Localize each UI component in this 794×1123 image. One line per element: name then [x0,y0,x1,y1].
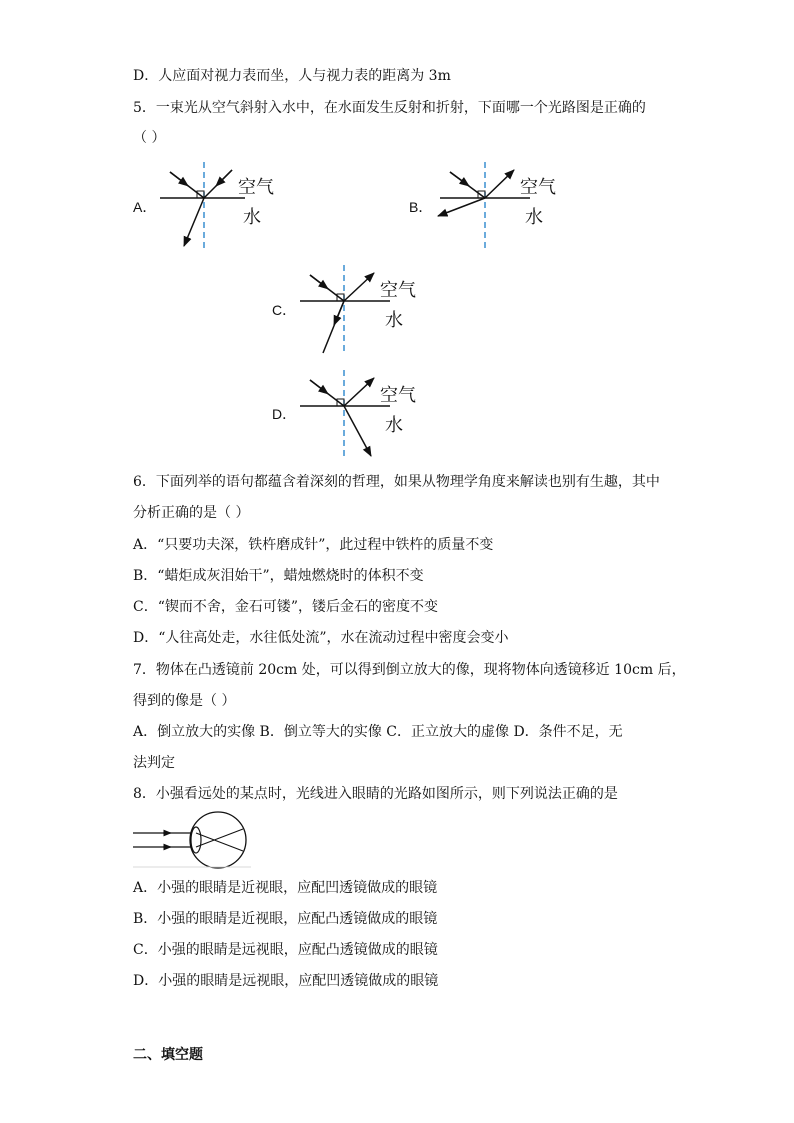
q6-option-b: B．“蜡炬成灰泪始干”，蜡烛燃烧时的体积不变 [133,568,424,584]
q5-stem-line2: （ ） [133,130,166,146]
air-label: 空气 [380,385,416,406]
q8-option-c: C．小强的眼睛是远视眼，应配凸透镜做成的眼镜 [133,942,438,958]
air-label: 空气 [380,280,416,301]
refracted-ray [344,406,371,456]
reflected-ray [485,170,514,198]
incident-arrow [450,172,469,186]
q7-stem-line1: 7．物体在凸透镜前 20cm 处，可以得到倒立放大的像，现将物体向透镜移近 10cm 后， [133,662,686,678]
q5-option-c-label: C． [272,302,297,318]
q8-option-d: D．小强的眼睛是远视眼，应配凹透镜做成的眼镜 [133,973,439,989]
refracted-arrow [334,301,344,325]
reflected-ray [344,378,374,406]
q8-option-a: A．小强的眼睛是近视眼，应配凹透镜做成的眼镜 [133,880,438,896]
q5-diagram-b [430,160,570,255]
q5-stem-line1: 5．一束光从空气斜射入水中，在水面发生反射和折射，下面哪一个光路图是正确的 [133,100,646,116]
q6-option-d: D．“人往高处走，水往低处流”，水在流动过程中密度会变小 [133,630,509,646]
eyeball [190,812,246,868]
converging-ray-1 [196,833,243,851]
q7-stem-line2: 得到的像是（ ） [133,693,236,709]
q5-diagram-d [290,368,430,463]
q6-option-c: C．“锲而不舍，金石可镂”，镂后金石的密度不变 [133,599,439,615]
refracted-ray [184,198,204,246]
q5-option-b-label: B． [409,199,433,215]
q5-option-a-label: A． [133,199,157,215]
q5-diagram-a [150,160,290,255]
q8-eye-diagram [133,815,253,870]
q6-stem-line2: 分析正确的是（ ） [133,505,250,521]
air-label: 空气 [238,177,274,198]
incident-arrow [170,172,188,186]
q4-option-d: D．人应面对视力表而坐，人与视力表的距离为 3m [133,68,451,84]
q8-stem: 8．小强看远处的某点时，光线进入眼睛的光路如图所示，则下列说法正确的是 [133,786,618,802]
section-title: 二、填空题 [133,1047,203,1063]
water-label: 水 [385,415,403,436]
water-label: 水 [525,207,543,228]
q7-options-line1: A．倒立放大的实像 B．倒立等大的实像 C．正立放大的虚像 D．条件不足，无 [133,724,623,740]
eye-lens [191,827,201,853]
reflected-ray [344,273,374,301]
q5-diagram-c [290,263,430,358]
water-label: 水 [385,310,403,331]
q7-options-line2: 法判定 [133,755,175,771]
q5-option-d-label: D． [272,406,297,422]
q6-option-a: A．“只要功夫深，铁杵磨成针”，此过程中铁杵的质量不变 [133,537,494,553]
air-label: 空气 [520,177,556,198]
q8-option-b: B．小强的眼睛是近视眼，应配凸透镜做成的眼镜 [133,911,438,927]
refracted-ray [438,198,485,216]
converging-ray-2 [196,829,243,847]
q6-stem-line1: 6．下面列举的语句都蕴含着深刻的哲理，如果从物理学角度来解读也别有生趣，其中 [133,474,660,490]
incident-arrow [310,275,328,289]
incident-arrow [310,380,328,394]
water-label: 水 [243,207,261,228]
reflected-arrow-wrong [216,170,232,186]
